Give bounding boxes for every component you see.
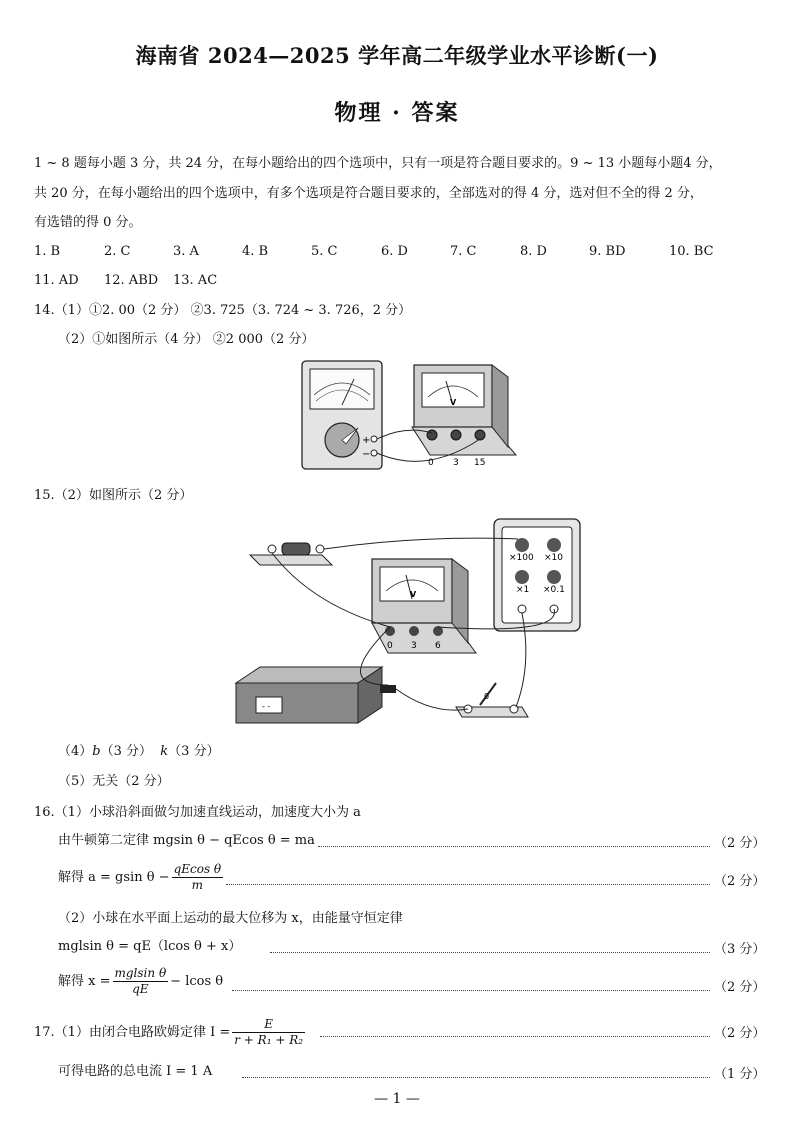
switch-zero-label: 0	[484, 692, 490, 701]
knob-x01-label: ×0.1	[543, 585, 565, 595]
power-supply	[236, 667, 396, 723]
terminal-3-label: 3	[453, 458, 459, 468]
voltmeter-2-v-label: V	[410, 590, 417, 599]
wire-1	[324, 538, 518, 549]
minus-label: −	[362, 449, 371, 460]
q14-line-2: （2）①如图所示（4 分） ②2 000（2 分）	[58, 332, 315, 347]
answer-9: 9. BD	[589, 244, 626, 259]
leader-dots	[226, 884, 710, 885]
answer-12: 12. ABD	[104, 273, 159, 288]
answer-1: 1. B	[34, 244, 61, 259]
fraction	[172, 862, 224, 893]
page-title: 海南省 2024—2025 学年高二年级学业水平诊断(一)	[135, 43, 659, 68]
terminal-15-label: 15	[474, 458, 486, 468]
plus-label: +	[362, 435, 371, 446]
q17-eq-1-score: （2 分）	[714, 1026, 766, 1041]
fraction-denominator: r + R₁ + R₂	[234, 1033, 304, 1047]
q14-line-1: 14.（1）①2. 00（2 分） ②3. 725（3. 724 ~ 3. 726，2 分）	[34, 303, 412, 318]
q15-b-score: （3 分）	[100, 744, 153, 759]
answer-2: 2. C	[104, 244, 131, 259]
q16-line-1: 16.（1）小球沿斜面做匀加速直线运动，加速度大小为 a	[34, 805, 361, 820]
answer-11: 11. AD	[34, 273, 79, 288]
q16-eq-4-suffix: − lcos θ	[170, 974, 224, 989]
intro-line-1: 1 ~ 8 题每小题 3 分，共 24 分，在每小题给出的四个选项中，只有一项是符合题目要求的。9 ~ 13 小题每小题4 分，	[34, 156, 722, 171]
q16-eq-2-prefix: 解得 a = gsin θ −	[58, 870, 170, 885]
q16-eq-1: 由牛顿第二定律 mgsin θ − qEcos θ = ma	[58, 833, 315, 848]
q15-b: b	[92, 744, 101, 759]
q15-line-4	[58, 743, 220, 761]
answer-13: 13. AC	[173, 273, 218, 288]
terminal-2-6-label: 6	[435, 641, 441, 651]
leader-dots	[318, 846, 710, 847]
intro-line-3: 有选错的得 0 分。	[34, 215, 142, 230]
knob-x10-label: ×10	[544, 553, 563, 563]
voltmeter-2	[372, 559, 476, 653]
q15-line-5: （5）无关（2 分）	[58, 774, 170, 789]
q15-line-1: 15.（2）如图所示（2 分）	[34, 488, 193, 503]
fraction-numerator: qEcos θ	[173, 862, 222, 876]
knob-x1-label: ×1	[516, 585, 530, 595]
fraction	[113, 966, 169, 997]
leader-dots	[242, 1077, 710, 1078]
voltmeter-v-label: V	[450, 398, 457, 407]
answer-6: 6. D	[381, 244, 408, 259]
intro-line-2: 共 20 分，在每小题给出的四个选项中，有多个选项是符合题目要求的，全部选对的得 4 分，选对但不全的得 2 分，	[34, 186, 703, 201]
q16-eq-4-prefix: 解得 x =	[58, 974, 111, 989]
q16-line-2: （2）小球在水平面上运动的最大位移为 x，由能量守恒定律	[58, 911, 403, 926]
multimeter	[302, 361, 382, 469]
fraction-numerator: mglsin θ	[114, 966, 167, 980]
page-subtitle: 物理 · 答案	[334, 100, 460, 126]
q15-k-score: （3 分）	[168, 744, 220, 759]
q17-eq-1	[34, 1016, 307, 1050]
power-display: - -	[262, 702, 271, 711]
q16-eq-3-score: （3 分）	[714, 942, 766, 957]
q16-eq-4-score: （2 分）	[714, 980, 766, 995]
q16-eq-1-score: （2 分）	[714, 836, 766, 851]
q17-eq-2-score: （1 分）	[714, 1067, 766, 1082]
switch	[456, 683, 528, 717]
q15-part4-label: （4）	[58, 744, 93, 759]
q16-eq-2-score: （2 分）	[714, 874, 766, 889]
terminal-0-label: 0	[428, 458, 434, 468]
leader-dots	[232, 990, 710, 991]
leader-dots	[270, 952, 710, 953]
q17-eq-2: 可得电路的总电流 I = 1 A	[58, 1064, 213, 1079]
q14-circuit-figure	[296, 355, 526, 477]
voltmeter	[412, 365, 516, 468]
q15-k: k	[160, 744, 169, 759]
fraction-denominator: qE	[132, 982, 149, 996]
q16-eq-3: mglsin θ = qE（lcos θ + x）	[58, 939, 242, 954]
leader-dots	[320, 1036, 710, 1037]
fraction	[232, 1017, 305, 1048]
fraction-numerator: E	[232, 1017, 305, 1033]
fraction-denominator: m	[191, 878, 204, 892]
answer-4: 4. B	[242, 244, 269, 259]
answer-8: 8. D	[520, 244, 547, 259]
answer-5: 5. C	[311, 244, 338, 259]
answer-7: 7. C	[450, 244, 477, 259]
resistor	[250, 543, 332, 565]
q16-eq-2	[58, 862, 225, 893]
terminal-2-3-label: 3	[411, 641, 417, 651]
answer-3: 3. A	[173, 244, 199, 259]
answer-10: 10. BC	[669, 244, 714, 259]
resistance-box	[494, 519, 580, 631]
knob-x100-label: ×100	[509, 553, 534, 563]
page-number: — 1 —	[374, 1091, 420, 1107]
q15-circuit-figure	[232, 515, 584, 727]
q16-eq-4	[58, 966, 223, 997]
terminal-2-0-label: 0	[387, 641, 393, 651]
q17-eq-1-prefix: 17.（1）由闭合电路欧姆定律 I =	[34, 1025, 231, 1040]
